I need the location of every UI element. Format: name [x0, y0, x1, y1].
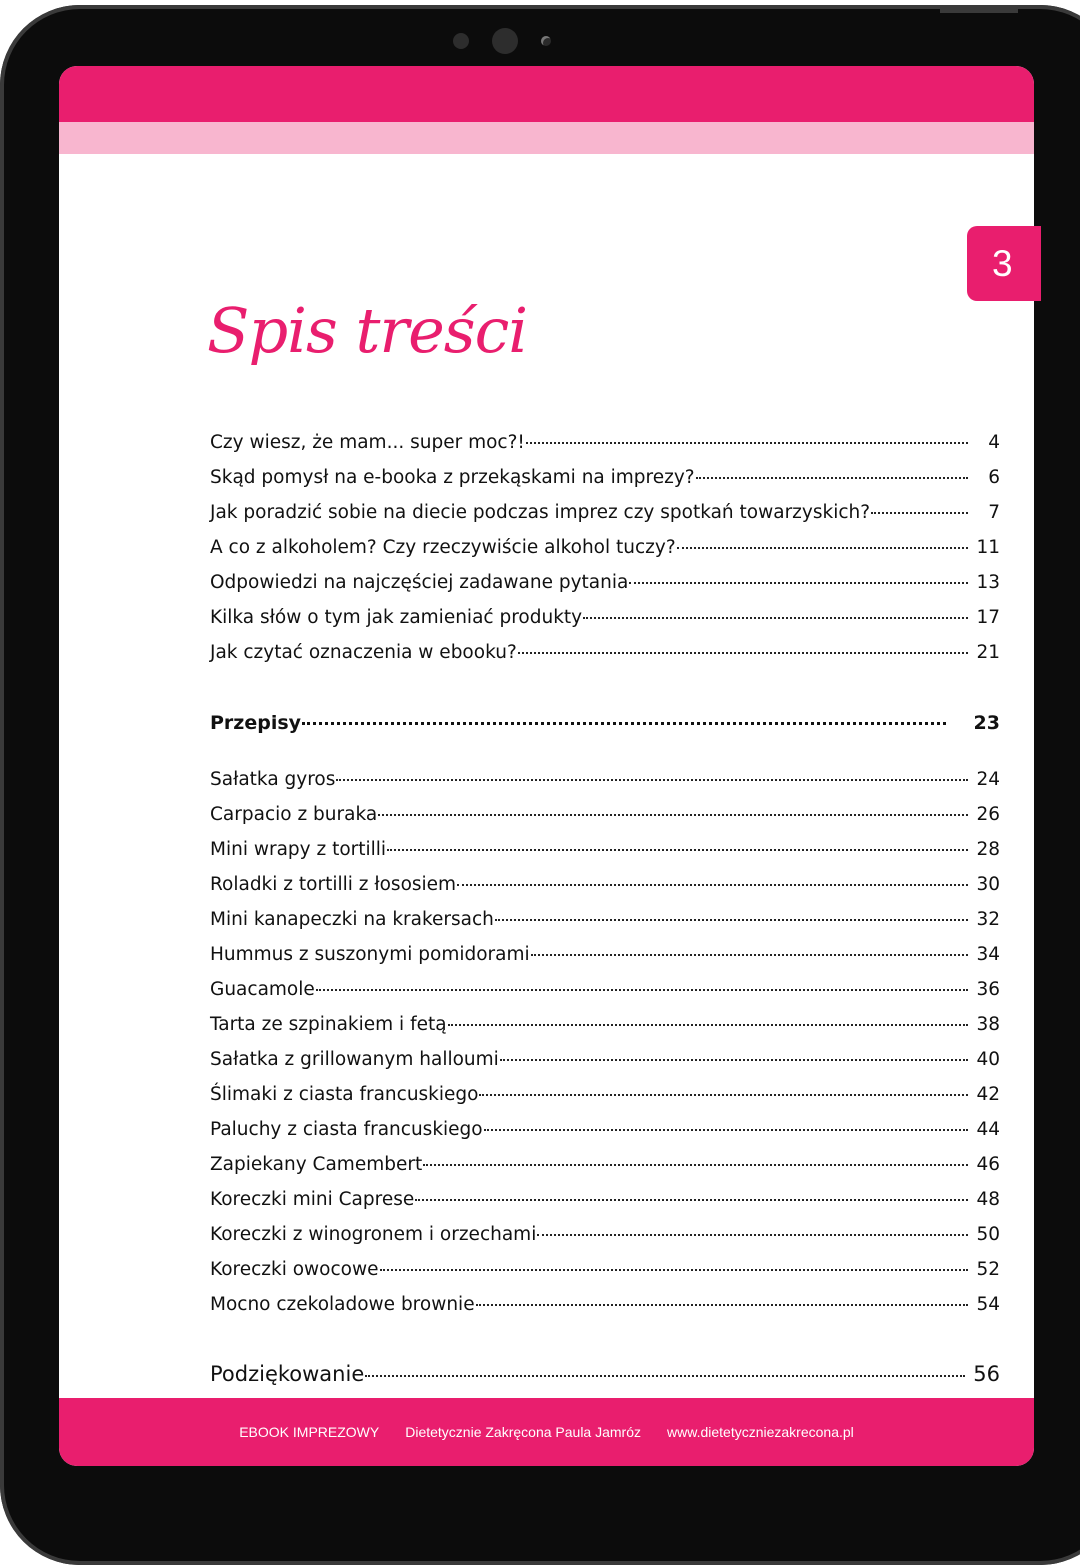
toc-page-number: 56 — [973, 1362, 1000, 1386]
toc-dot-leader — [526, 442, 968, 444]
toc-thanks — [210, 1362, 1000, 1397]
toc-label: Czy wiesz, że mam... super moc?! — [210, 432, 525, 453]
footer-author: Dietetycznie Zakręcona Paula Jamróz — [405, 1424, 642, 1440]
toc-item[interactable] — [210, 804, 1000, 839]
toc-item[interactable] — [210, 944, 1000, 979]
toc-item[interactable] — [210, 642, 1000, 677]
toc-page-number: 7 — [988, 502, 1000, 523]
toc-intro-list — [210, 432, 1000, 677]
toc-item[interactable] — [210, 1084, 1000, 1119]
toc-label: Mocno czekoladowe brownie — [210, 1294, 475, 1315]
toc-dot-leader — [479, 1094, 968, 1096]
toc-label: Hummus z suszonymi pomidorami — [210, 944, 530, 965]
toc-page-number: 32 — [976, 909, 1000, 930]
toc-label: Mini wrapy z tortilli — [210, 839, 387, 860]
toc-dot-leader — [484, 1129, 968, 1131]
toc-item[interactable] — [210, 874, 1000, 909]
toc-dot-leader — [583, 617, 968, 619]
toc-label: Odpowiedzi na najczęściej zadawane pytania — [210, 572, 629, 593]
toc-dot-leader — [423, 1164, 968, 1166]
toc-item-thanks[interactable] — [210, 1362, 1000, 1397]
toc-dot-leader — [531, 954, 968, 956]
toc-label: Ślimaki z ciasta francuskiego — [210, 1084, 479, 1105]
toc-page-number: 54 — [976, 1294, 1000, 1315]
tablet-side-button — [940, 5, 1018, 13]
page-number-tab: 3 — [967, 226, 1041, 301]
toc-page-number: 50 — [976, 1224, 1000, 1245]
toc-label: Jak czytać oznaczenia w ebooku? — [210, 642, 517, 663]
toc-item[interactable] — [210, 537, 1000, 572]
toc-label: Sałatka gyros — [210, 769, 336, 790]
toc-page-number: 36 — [976, 979, 1000, 1000]
toc-page-number: 11 — [976, 537, 1000, 558]
sensor-icon — [453, 33, 469, 49]
toc-item[interactable] — [210, 1224, 1000, 1259]
toc-dot-leader — [415, 1199, 968, 1201]
toc-item[interactable] — [210, 769, 1000, 804]
toc-dot-leader — [629, 582, 968, 584]
toc-label: Mini kanapeczki na krakersach — [210, 909, 494, 930]
toc-label: Przepisy — [210, 712, 302, 734]
toc-label: Tarta ze szpinakiem i fetą — [210, 1014, 447, 1035]
toc-item[interactable] — [210, 572, 1000, 607]
toc-dot-leader — [500, 1059, 968, 1061]
toc-page-number: 52 — [976, 1259, 1000, 1280]
toc-label: Paluchy z ciasta francuskiego — [210, 1119, 483, 1140]
footer-ebook-title: EBOOK IMPREZOWY — [239, 1424, 380, 1440]
toc-page-number: 48 — [976, 1189, 1000, 1210]
toc-label: A co z alkoholem? Czy rzeczywiście alkohol tuczy? — [210, 537, 676, 558]
toc-item[interactable] — [210, 909, 1000, 944]
toc-page-number: 38 — [976, 1014, 1000, 1035]
page-title: Spis treści — [207, 294, 528, 367]
toc-item[interactable] — [210, 1119, 1000, 1154]
toc-dot-leader — [696, 477, 968, 479]
toc-label: Guacamole — [210, 979, 315, 1000]
footer-website-link[interactable]: www.dietetyczniezakrecona.pl — [667, 1424, 854, 1440]
toc-page-number: 34 — [976, 944, 1000, 965]
toc-dot-leader — [677, 547, 968, 549]
toc-dot-leader — [336, 779, 968, 781]
toc-page-number: 21 — [976, 642, 1000, 663]
toc-dot-leader — [380, 1269, 969, 1271]
toc-dot-leader — [457, 884, 968, 886]
toc-item[interactable] — [210, 839, 1000, 874]
toc-label: Sałatka z grillowanym halloumi — [210, 1049, 499, 1070]
toc-item[interactable] — [210, 1189, 1000, 1224]
toc-page-number: 40 — [976, 1049, 1000, 1070]
ebook-page — [59, 66, 1034, 1466]
toc-item[interactable] — [210, 1014, 1000, 1049]
toc-label: Roladki z tortilli z łososiem — [210, 874, 457, 895]
toc-page-number: 24 — [976, 769, 1000, 790]
toc-item[interactable] — [210, 1259, 1000, 1294]
toc-recipes-list — [210, 769, 1000, 1329]
camera-icon — [492, 28, 518, 54]
toc-item[interactable] — [210, 467, 1000, 502]
toc-dot-leader — [365, 1375, 965, 1377]
toc-item[interactable] — [210, 432, 1000, 467]
toc-dot-leader — [871, 512, 968, 514]
header-stripe — [59, 122, 1034, 154]
page-footer — [59, 1398, 1034, 1466]
toc-item[interactable] — [210, 979, 1000, 1014]
toc-page-number: 42 — [976, 1084, 1000, 1105]
toc-recipes-heading — [210, 712, 1000, 747]
camera-lens-icon — [541, 36, 551, 46]
toc-page-number: 17 — [976, 607, 1000, 628]
toc-dot-leader — [495, 919, 968, 921]
toc-dot-leader — [302, 722, 945, 725]
toc-section-recipes[interactable] — [210, 712, 1000, 747]
toc-page-number: 28 — [976, 839, 1000, 860]
toc-label: Koreczki z winogronem i orzechami — [210, 1224, 537, 1245]
toc-label: Zapiekany Camembert — [210, 1154, 423, 1175]
toc-dot-leader — [378, 814, 968, 816]
toc-page-number: 13 — [976, 572, 1000, 593]
toc-item[interactable] — [210, 1294, 1000, 1329]
tablet-frame — [0, 5, 1080, 1565]
toc-page-number: 30 — [976, 874, 1000, 895]
toc-page-number: 4 — [988, 432, 1000, 453]
toc-page-number: 6 — [988, 467, 1000, 488]
toc-dot-leader — [316, 989, 968, 991]
toc-dot-leader — [448, 1024, 968, 1026]
toc-item[interactable] — [210, 607, 1000, 642]
toc-label: Koreczki owocowe — [210, 1259, 379, 1280]
toc-label: Kilka słów o tym jak zamieniać produkty — [210, 607, 583, 628]
toc-item[interactable] — [210, 1154, 1000, 1189]
toc-page-number: 26 — [976, 804, 1000, 825]
toc-page-number: 44 — [976, 1119, 1000, 1140]
toc-label: Jak poradzić sobie na diecie podczas imprez czy spotkań towarzyskich? — [210, 502, 871, 523]
toc-item[interactable] — [210, 1049, 1000, 1084]
toc-label: Skąd pomysł na e-booka z przekąskami na imprezy? — [210, 467, 695, 488]
toc-dot-leader — [537, 1234, 968, 1236]
toc-item[interactable] — [210, 502, 1000, 537]
header-band — [59, 66, 1034, 122]
toc-page-number: 46 — [976, 1154, 1000, 1175]
toc-dot-leader — [387, 849, 968, 851]
toc-dot-leader — [476, 1304, 968, 1306]
toc-label: Podziękowanie — [210, 1362, 365, 1386]
toc-label: Koreczki mini Caprese — [210, 1189, 415, 1210]
toc-dot-leader — [518, 652, 968, 654]
toc-label: Carpacio z buraka — [210, 804, 378, 825]
toc-page-number: 23 — [973, 712, 1000, 734]
